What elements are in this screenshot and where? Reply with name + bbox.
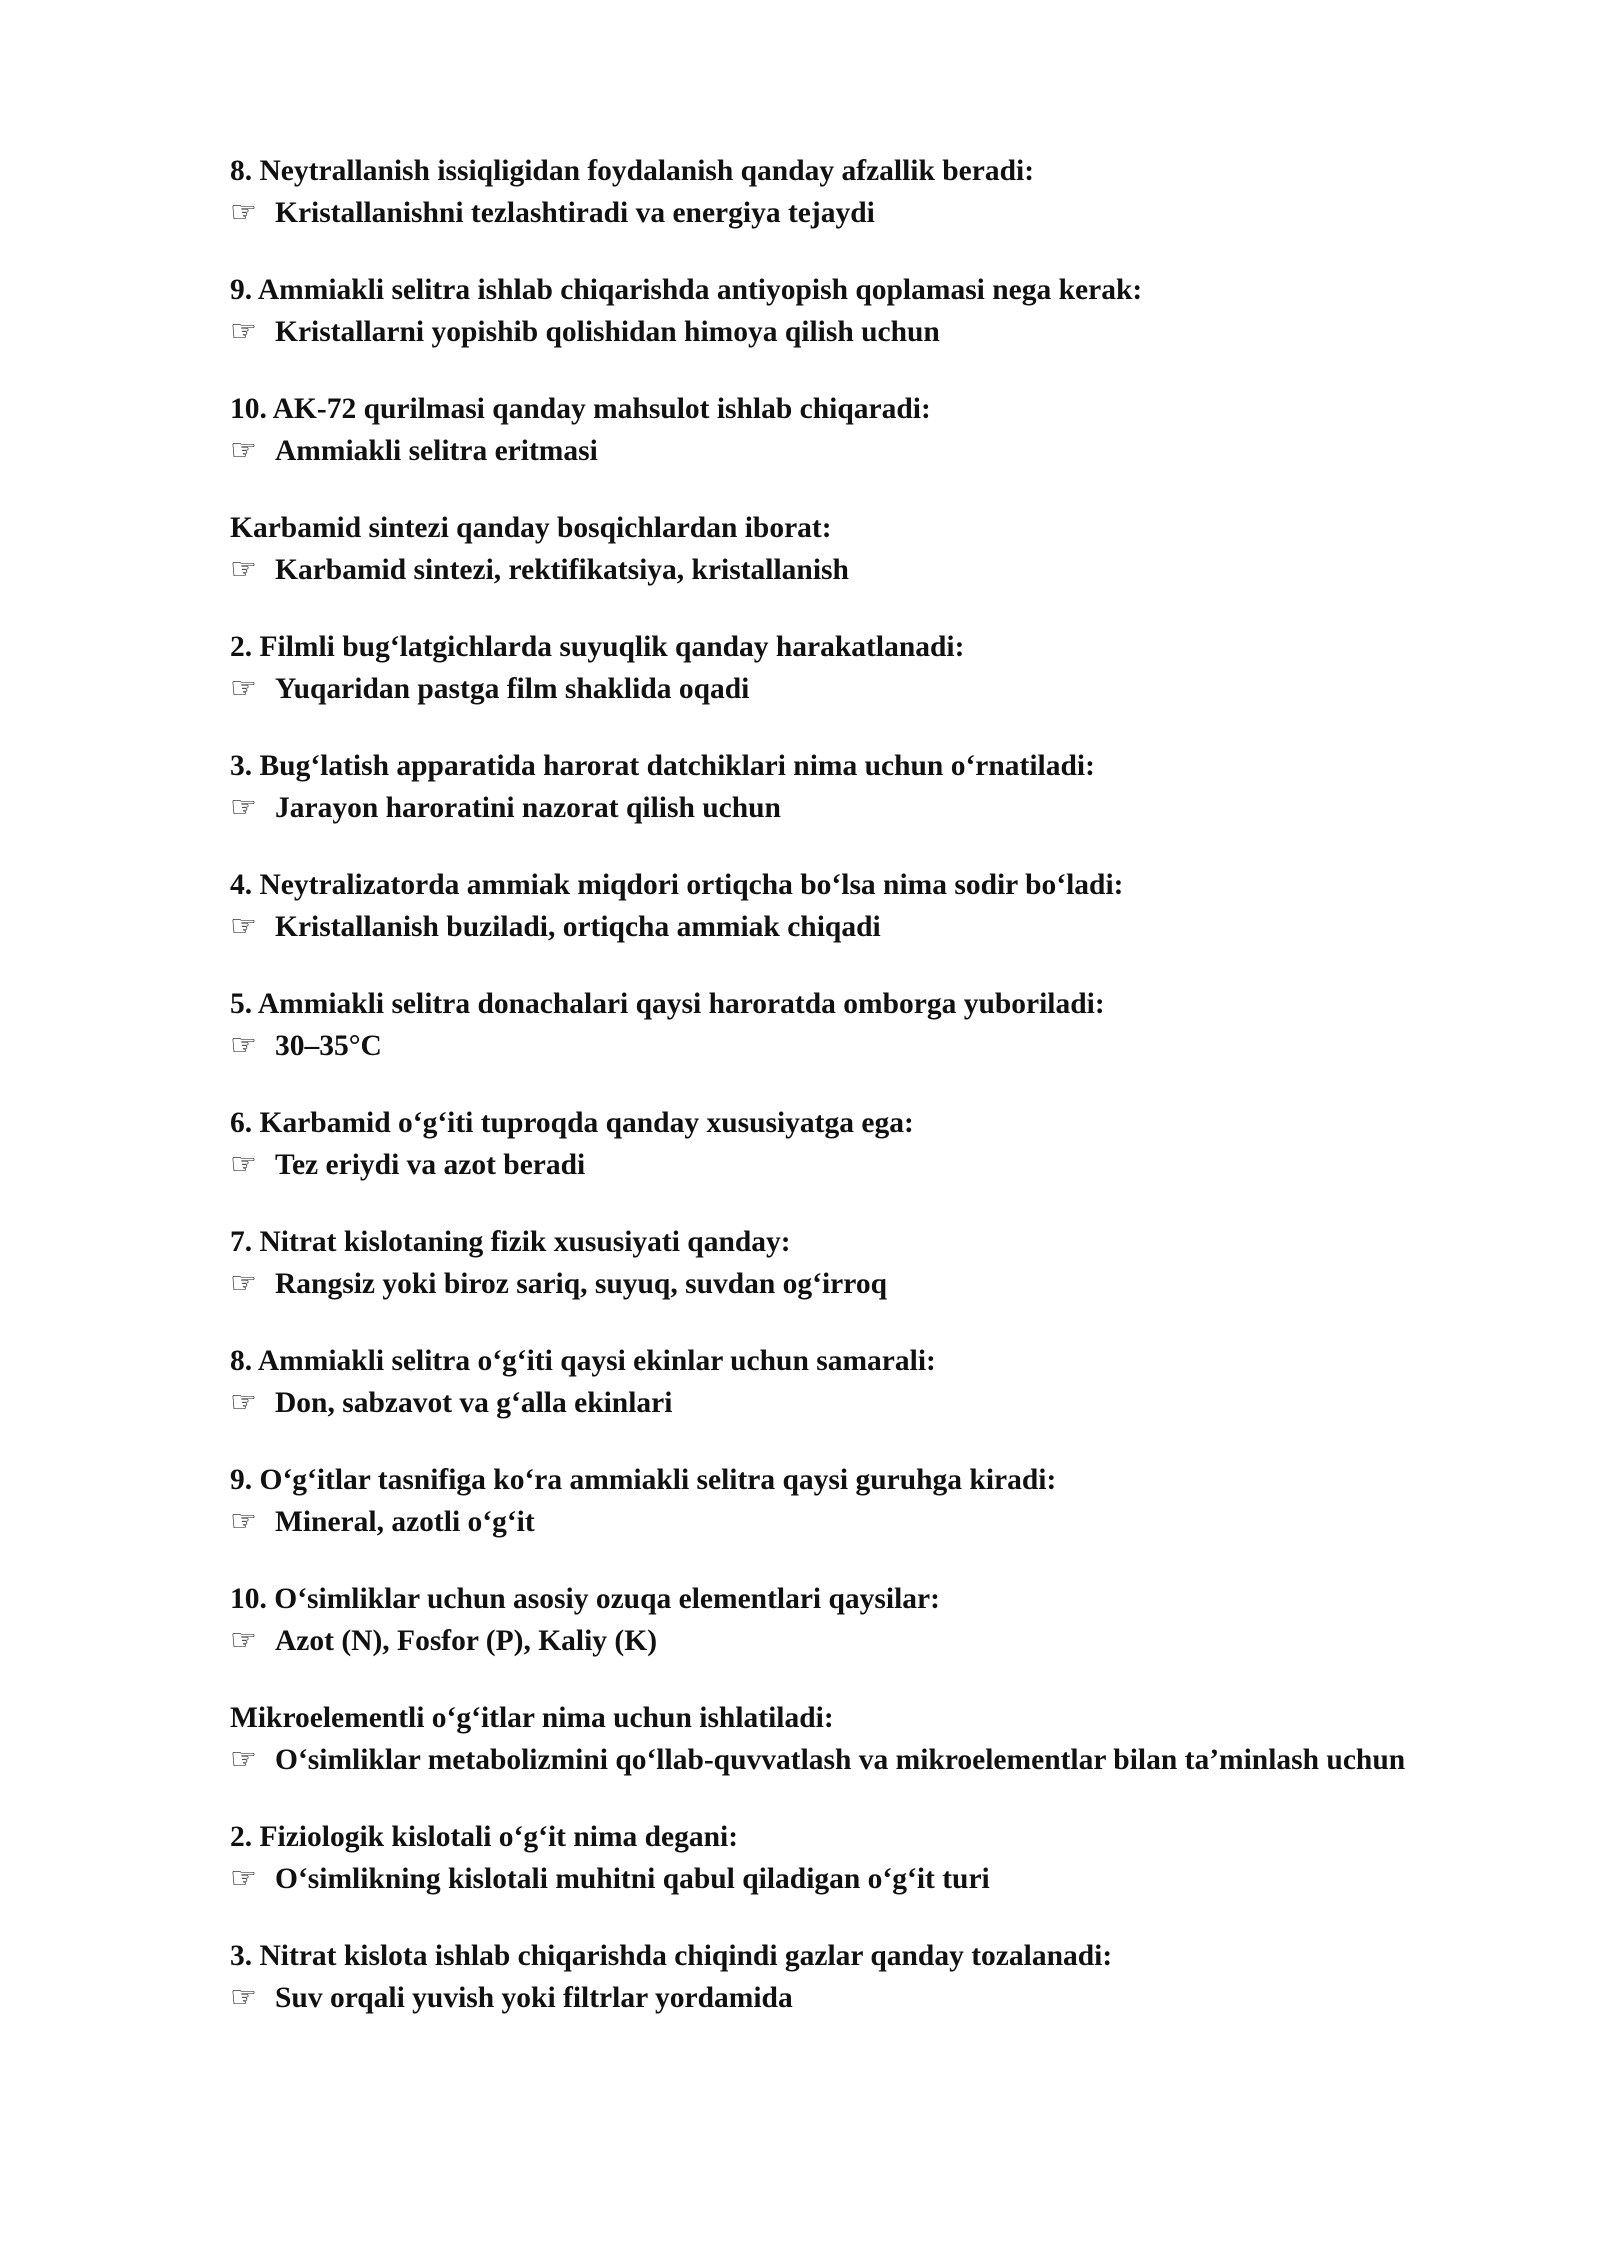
answer-text: Azot (N), Fosfor (P), Kaliy (K) [275,1625,658,1657]
answer-line [230,1739,1430,1781]
question-text: 3. Bugʻlatish apparatida harorat datchiklari nima uchun oʻrnatiladi: [230,750,1095,782]
qa-item-14 [230,1697,1430,1781]
question-text: 10. AK-72 qurilmasi qanday mahsulot ishlab chiqaradi: [230,393,931,425]
question-text: 2. Fiziologik kislotali oʻgʻit nima degani: [230,1821,739,1853]
question-text: 6. Karbamid oʻgʻiti tuproqda qanday xususiyatga ega: [230,1107,914,1139]
qa-item-13 [230,1578,1430,1662]
qa-item-1 [230,150,1430,234]
answer-text: Tez eriydi va azot beradi [275,1149,586,1181]
answer-line [230,787,1430,829]
qa-item-2 [230,269,1430,353]
answer-text: 30–35°C [275,1030,382,1062]
pointing-hand-icon: ☞ [230,1147,257,1182]
qa-item-12 [230,1459,1430,1543]
question-text: Mikroelementli oʻgʻitlar nima uchun ishlatiladi: [230,1702,834,1734]
answer-line [230,668,1430,710]
pointing-hand-icon: ☞ [230,1980,257,2015]
question-text: 3. Nitrat kislota ishlab chiqarishda chiqindi gazlar qanday tozalanadi: [230,1940,1113,1972]
question-text: 7. Nitrat kislotaning fizik xususiyati qanday: [230,1226,791,1258]
pointing-hand-icon: ☞ [230,790,257,825]
answer-line [230,430,1430,472]
qa-item-9 [230,1102,1430,1186]
answer-text: Kristallanish buziladi, ortiqcha ammiak chiqadi [275,911,881,943]
answer-text: Kristallanishni tezlashtiradi va energiya tejaydi [275,197,875,229]
pointing-hand-icon: ☞ [230,195,257,230]
pointing-hand-icon: ☞ [230,1742,257,1777]
question-text: 2. Filmli bugʻlatgichlarda suyuqlik qanday harakatlanadi: [230,631,965,663]
question-text: 8. Ammiakli selitra oʻgʻiti qaysi ekinlar uchun samarali: [230,1345,936,1377]
answer-line [230,1620,1430,1662]
answer-line [230,1858,1430,1900]
qa-item-11 [230,1340,1430,1424]
document-page [230,150,1430,2054]
qa-item-8 [230,983,1430,1067]
answer-text: Ammiakli selitra eritmasi [275,435,598,467]
answer-text: Mineral, azotli oʻgʻit [275,1506,535,1538]
question-text: Karbamid sintezi qanday bosqichlardan iborat: [230,512,832,544]
qa-item-5 [230,626,1430,710]
answer-line [230,192,1430,234]
answer-line [230,1144,1430,1186]
pointing-hand-icon: ☞ [230,552,257,587]
pointing-hand-icon: ☞ [230,1385,257,1420]
qa-item-16 [230,1935,1430,2019]
question-text: 9. Ammiakli selitra ishlab chiqarishda antiyopish qoplamasi nega kerak: [230,274,1143,306]
pointing-hand-icon: ☞ [230,909,257,944]
pointing-hand-icon: ☞ [230,1266,257,1301]
answer-line [230,1025,1430,1067]
answer-text: Rangsiz yoki biroz sariq, suyuq, suvdan ogʻirroq [275,1268,887,1300]
answer-text: Kristallarni yopishib qolishidan himoya qilish uchun [275,316,940,348]
answer-text: Jarayon haroratini nazorat qilish uchun [275,792,781,824]
answer-text: Oʻsimlikning kislotali muhitni qabul qiladigan oʻgʻit turi [275,1863,990,1895]
qa-item-10 [230,1221,1430,1305]
answer-line [230,1382,1430,1424]
qa-item-4 [230,507,1430,591]
question-text: 9. Oʻgʻitlar tasnifiga koʻra ammiakli selitra qaysi guruhga kiradi: [230,1464,1057,1496]
question-text: 5. Ammiakli selitra donachalari qaysi haroratda omborga yuboriladi: [230,988,1105,1020]
qa-item-3 [230,388,1430,472]
pointing-hand-icon: ☞ [230,671,257,706]
question-text: 10. Oʻsimliklar uchun asosiy ozuqa elementlari qaysilar: [230,1583,940,1615]
pointing-hand-icon: ☞ [230,1504,257,1539]
qa-item-15 [230,1816,1430,1900]
answer-line [230,906,1430,948]
answer-text: Suv orqali yuvish yoki filtrlar yordamida [275,1982,793,2014]
answer-line [230,549,1430,591]
answer-text: Don, sabzavot va gʻalla ekinlari [275,1387,673,1419]
answer-text: Oʻsimliklar metabolizmini qoʻllab-quvvatlash va mikroelementlar bilan ta’minlash uchun [275,1744,1406,1776]
answer-line [230,1501,1430,1543]
pointing-hand-icon: ☞ [230,314,257,349]
qa-item-6 [230,745,1430,829]
qa-item-7 [230,864,1430,948]
answer-text: Karbamid sintezi, rektifikatsiya, kristallanish [275,554,849,586]
answer-line [230,1263,1430,1305]
pointing-hand-icon: ☞ [230,433,257,468]
question-text: 8. Neytrallanish issiqligidan foydalanish qanday afzallik beradi: [230,155,1035,187]
pointing-hand-icon: ☞ [230,1028,257,1063]
answer-text: Yuqaridan pastga film shaklida oqadi [275,673,750,705]
question-text: 4. Neytralizatorda ammiak miqdori ortiqcha boʻlsa nima sodir boʻladi: [230,869,1124,901]
pointing-hand-icon: ☞ [230,1623,257,1658]
pointing-hand-icon: ☞ [230,1861,257,1896]
answer-line [230,311,1430,353]
answer-line [230,1977,1430,2019]
